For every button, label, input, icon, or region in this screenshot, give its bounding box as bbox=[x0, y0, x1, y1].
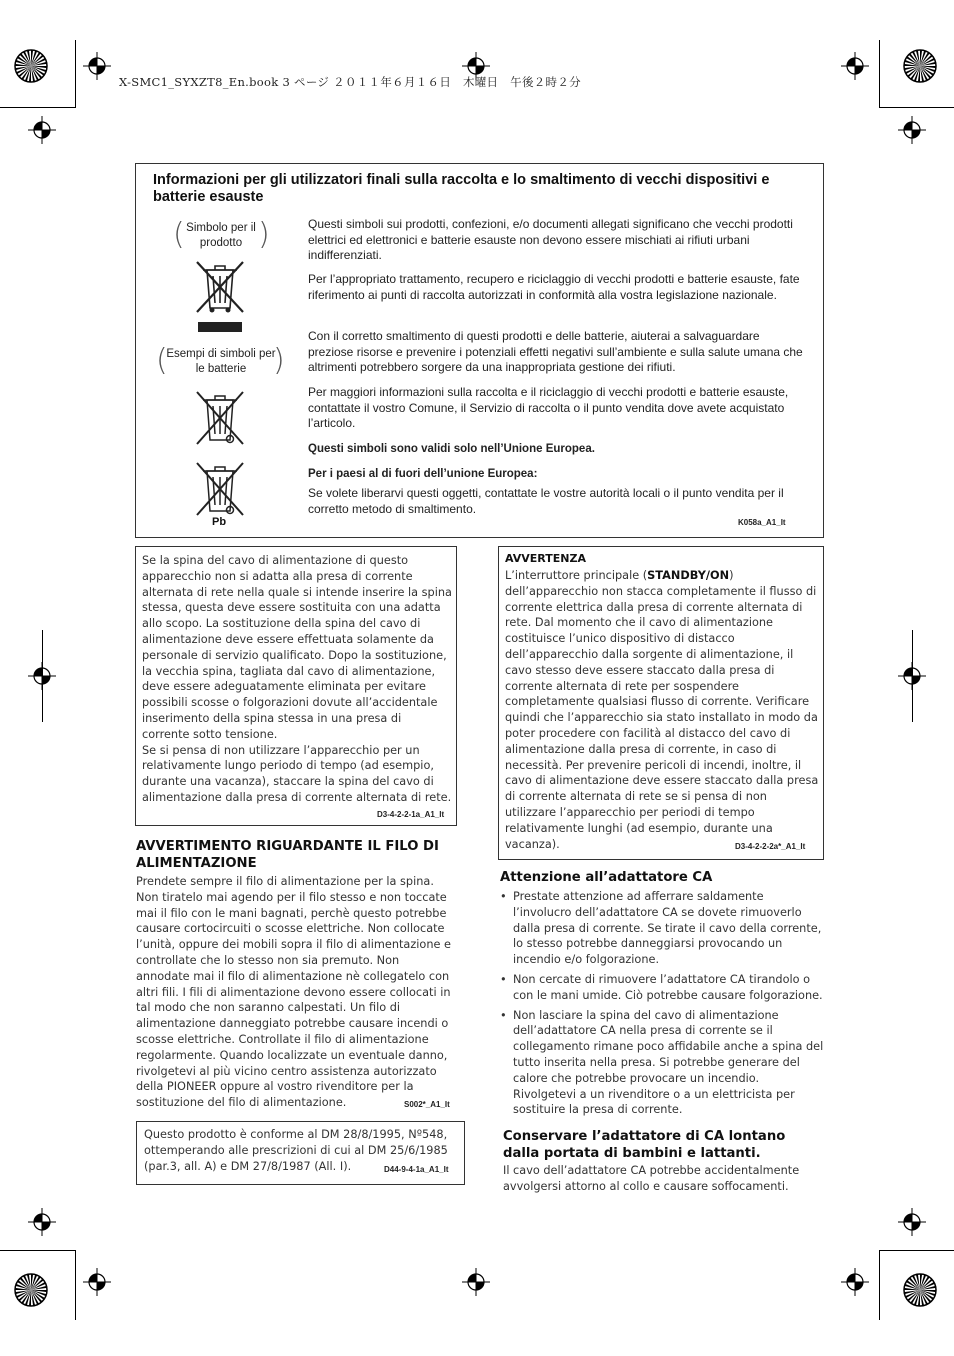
cord-code: S002*_A1_It bbox=[404, 1100, 450, 1109]
star-target-mark-icon bbox=[13, 1272, 49, 1308]
registration-mark-icon bbox=[840, 51, 870, 81]
warning-heading: AVVERTENZA bbox=[505, 552, 586, 565]
registration-mark-icon bbox=[82, 51, 112, 81]
standby-on-label: STANDBY/ON bbox=[647, 569, 730, 582]
pb-label: Pb bbox=[212, 516, 227, 528]
file-header-line: X-SMC1_SYXZT8_En.book 3 ページ ２０１１年６月１６日 木曜日 午後２時２分 bbox=[119, 75, 581, 89]
waste-paragraph: Per l’appropriato trattamento, recupero e riciclaggio di vecchi prodotti e batterie esauste, fate riferimento ai punti di raccolta autorizzati in conformità alla vostra legislazione nazionale. bbox=[308, 272, 800, 302]
conformity-code: D44-9-4-1a_A1_It bbox=[384, 1165, 449, 1174]
outside-eu-text: Se volete liberarvi questi oggetti, contattate le vostre autorità locali o il punto vendita per il corretto metodo di smaltimento. bbox=[308, 486, 784, 516]
crossed-bin-battery-icon bbox=[193, 388, 247, 450]
crop-mark bbox=[0, 1250, 75, 1251]
star-target-mark-icon bbox=[902, 48, 938, 84]
waste-code: K058a_A1_It bbox=[738, 518, 786, 527]
registration-mark-icon bbox=[897, 1207, 927, 1237]
star-target-mark-icon bbox=[13, 48, 49, 84]
cord-section-text: Prendete sempre il filo di alimentazione per la spina. Non tiratelo mai agendo per il filo stesso e non toccate mai il filo con le mani bagnati, perchè questo potrebbe causare cortocircuiti o scosse elettriche. Non collocate l’unità, oppure dei mobili sopra il filo di alimentazione e controllate che lo stesso non sia premuto. Non annodate mai il filo di alimentazione nè collegatelo con altri fili. I fili di alimentazione devono essere collocati in tal modo che non saranno calpestati. Un filo di alimentazione danneggiato potrebbe causare incendi o scosse elettriche. Controllate il filo di alimentazione regolarmente. Quando localizzate un eventuale danno, rivolgetevi al più vicino centro assistenza autorizzato della PIONEER oppure al vostro rivenditore per la sostituzione del filo di alimentazione. bbox=[136, 875, 451, 1110]
crossed-bin-product-icon bbox=[193, 258, 247, 334]
warning-code: D3-4-2-2-2a*_A1_It bbox=[735, 842, 806, 851]
list-item: • Non cercate di rimuovere l’adattatore CA tirandolo o con le mani umide. Ciò potrebbe causare folgorazione. bbox=[500, 972, 824, 1004]
crop-mark bbox=[42, 630, 43, 722]
registration-mark-icon bbox=[897, 115, 927, 145]
crop-mark bbox=[879, 107, 954, 108]
crop-mark bbox=[879, 1250, 880, 1320]
crop-mark bbox=[75, 40, 76, 108]
warning-text-post: ) dell’apparecchio non stacca completamente il flusso di corrente elettrica dalla presa di corrente alternata di rete. Dal momento che il cavo di alimentazione costituisce l’unico dispositivo di distacco dell’apparecchio dalla sorgente di alimentazione, il cavo stesso deve essere staccato dalla presa di corrente alternata di rete per sospendere completamente qualsiasi flusso di corrente. Verificare quindi che l’apparecchio sia stato installato in modo da poter procedere con facilità al distacco del cavo di alimentazione dalla presa di corrente, in caso di necessità. Per prevenire pericoli di incendi, inoltre, il cavo di alimentazione deve essere staccato dalla presa di corrente alternata di rete se si pensa di non utilizzare l’apparecchio per periodi di tempo relativamente lunghi (ad esempio, durante una vacanza). bbox=[505, 569, 819, 851]
children-section-text: Il cavo dell’adattatore CA potrebbe accidentalmente avvolgersi attorno al collo e causare soffocamenti. bbox=[503, 1164, 800, 1193]
registration-mark-icon bbox=[82, 1267, 112, 1297]
warning-text-pre: L’interruttore principale ( bbox=[505, 569, 648, 582]
bracket-right-decoration: ) bbox=[273, 343, 285, 378]
symbol-product-label: Simbolo per il prodotto bbox=[186, 222, 256, 249]
registration-mark-icon bbox=[27, 115, 57, 145]
plug-text-2: Se si pensa di non utilizzare l’apparecchio per un relativamente lungo periodo di tempo (ad esempio, durante una vacanza), staccare la spina del cavo di alimentazione dalla presa di corrente alternata di rete. bbox=[142, 743, 452, 804]
crop-mark bbox=[912, 630, 913, 722]
crop-mark bbox=[75, 1250, 76, 1320]
adapter-bullet-list bbox=[500, 889, 824, 1122]
registration-mark-icon bbox=[461, 1267, 491, 1297]
crop-mark bbox=[879, 1250, 954, 1251]
conformity-text: Questo prodotto è conforme al DM 28/8/1995, Nº548, ottemperando alle prescrizioni di cui al DM 25/6/1985 (par.3, all. A) e DM 27/8/1987 (All. I). bbox=[144, 1128, 448, 1173]
plug-warning-text bbox=[142, 553, 452, 806]
list-item: • Non lasciare la spina del cavo di alimentazione dell’adattatore CA nella presa di corrente se il collegamento rimane poco affidabile anche a spina del tutto inserita nella presa. Si potrebbe generare del calore che potrebbe provocare un incendio. Rivolgetevi a un rivenditore o a un elettricista per sostituire la presa di corrente. bbox=[500, 1008, 824, 1119]
crop-mark bbox=[879, 40, 880, 108]
plug-code: D3-4-2-2-1a_A1_It bbox=[377, 810, 445, 819]
list-item: • Prestate attenzione ad afferrare saldamente l’involucro dell’adattatore CA se dovete rimuoverlo dalla presa di corrente. Se tirate il cavo della corrente, lo stesso potrebbe danneggiarsi provocando un incendio e/o folgorazione. bbox=[500, 889, 824, 968]
warning-text bbox=[505, 568, 820, 852]
crop-mark bbox=[0, 107, 75, 108]
waste-paragraph: Con il corretto smaltimento di questi prodotti e delle batterie, aiuterai a salvaguardare preziose risorse e prevenire i potenziali effetti negativi sull’ambiente e sulla salute umana che altrimenti potrebbero sorgere da una inappropriata gestione dei rifiuti. bbox=[308, 329, 803, 375]
waste-paragraph: Per maggiori informazioni sulla raccolta e il riciclaggio di vecchi prodotti e batterie esauste, contattate il vostro Comune, il Servizio di raccolta o il punto vendita dove avete acquistato l’articolo. bbox=[308, 385, 789, 431]
waste-disposal-title: Informazioni per gli utilizzatori finali sulla raccolta e lo smaltimento di vecchi dispositivi e batterie esauste bbox=[153, 172, 770, 205]
eu-only-note: Questi simboli sono validi solo nell’Unione Europea. bbox=[308, 443, 595, 455]
registration-mark-icon bbox=[840, 1267, 870, 1297]
bracket-left-decoration: ( bbox=[156, 343, 168, 378]
children-section-title: Conservare l’adattatore di CA lontano dalla portata di bambini e lattanti. bbox=[503, 1129, 786, 1161]
bracket-right-decoration: ) bbox=[258, 217, 270, 252]
registration-mark-icon bbox=[27, 1207, 57, 1237]
symbol-batteries-label: Esempi di simboli per le batterie bbox=[166, 348, 276, 375]
crossed-bin-pb-battery-icon bbox=[193, 459, 247, 521]
bracket-left-decoration: ( bbox=[173, 217, 185, 252]
adapter-section-title: Attenzione all’adattatore CA bbox=[500, 870, 713, 885]
star-target-mark-icon bbox=[902, 1272, 938, 1308]
cord-section-title: AVVERTIMENTO RIGUARDANTE IL FILO DI ALIMENTAZIONE bbox=[136, 839, 439, 871]
plug-text-1: Se la spina del cavo di alimentazione di questo apparecchio non si adatta alla presa di corrente alternata di rete nella quale si intende inserire la spina stessa, questa deve essere sostituita con una adatta allo scopo. La sostituzione della spina del cavo di alimentazione deve essere effettuata solamente da personale di servizio qualificato. Dopo la sostituzione, la vecchia spina, tagliata dal cavo di alimentazione, deve essere adeguatamente eliminata per evitare possibili scosse o folgorazioni dovute all’accidentale inserimento della spina stessa in una presa di corrente sotto tensione. bbox=[142, 554, 452, 741]
outside-eu-heading: Per i paesi al di fuori dell’unione Europea: bbox=[308, 468, 538, 480]
waste-paragraph: Questi simboli sui prodotti, confezioni, e/o documenti allegati significano che vecchi prodotti elettrici ed elettronici e batterie esauste non devono essere mischiati ai rifiuti urbani indifferenziati. bbox=[308, 217, 793, 263]
